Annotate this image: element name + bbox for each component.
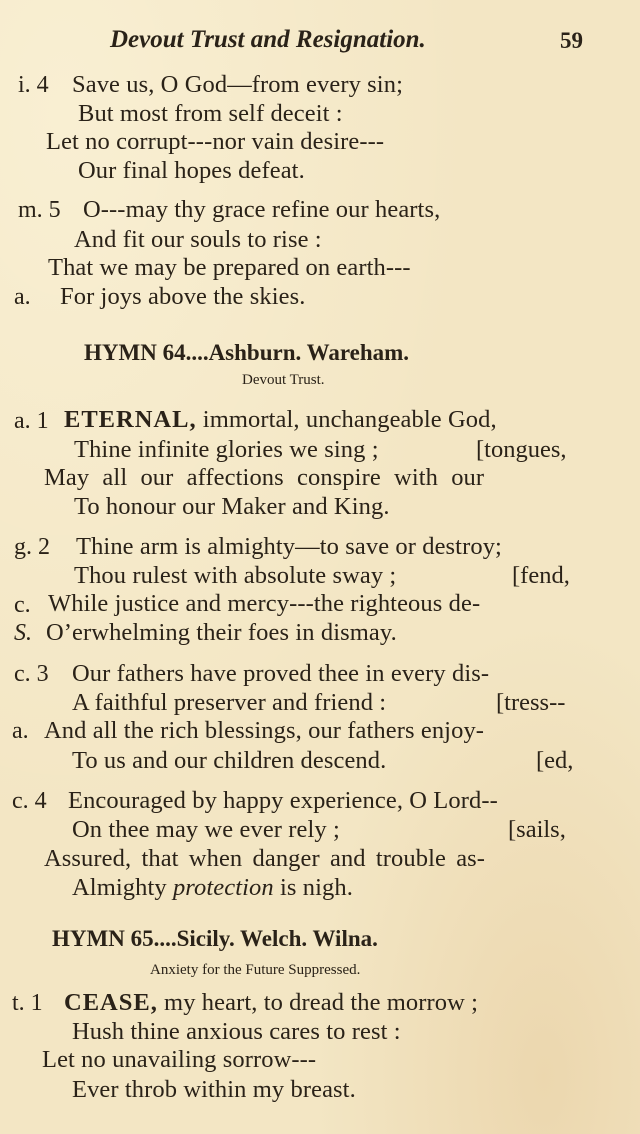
verse-line: Our final hopes defeat.: [78, 157, 305, 184]
hymn-subtitle: Devout Trust.: [242, 372, 325, 388]
verse-line: To honour our Maker and King.: [74, 493, 390, 520]
hymn-title: HYMN 65....Sicily. Welch. Wilna.: [52, 926, 378, 951]
verse-line: O---may thy grace refine our hearts,: [83, 196, 441, 223]
verse-line: On thee may we ever rely ;: [72, 816, 340, 843]
turnover: [fend,: [512, 562, 570, 589]
hymn-title: HYMN 64....Ashburn. Wareham.: [84, 340, 410, 365]
running-header-title: Devout Trust and Resignation.: [110, 26, 426, 53]
verse-line: Thine arm is almighty—to save or destroy;: [76, 533, 502, 560]
turnover: [tongues,: [476, 436, 567, 463]
verse-line: immortal, unchangeable God,: [196, 406, 497, 433]
verse-line: May all our affections conspire with our: [44, 464, 485, 491]
verse-mark: c.: [14, 592, 31, 618]
verse-mark: t. 1: [12, 990, 43, 1016]
verse-line: Thine infinite glories we sing ;: [74, 436, 379, 463]
verse-mark: g. 2: [14, 534, 50, 560]
initial-word: CEASE,: [64, 989, 158, 1016]
verse-line: Ever throb within my breast.: [72, 1076, 356, 1103]
verse-line: Let no corrupt---nor vain desire---: [46, 128, 385, 155]
verse-line: Let no unavailing sorrow---: [42, 1046, 317, 1073]
verse-line: And fit our souls to rise :: [74, 226, 322, 253]
page-number: 59: [560, 28, 583, 53]
verse-mark: m. 5: [18, 197, 61, 223]
italic-word: protection: [172, 874, 274, 901]
verse-line: Almighty: [72, 874, 173, 901]
verse-line: That we may be prepared on earth---: [48, 254, 411, 281]
verse-line: is nigh.: [273, 874, 353, 901]
verse-line: To us and our children descend.: [72, 747, 387, 774]
verse-line: Hush thine anxious cares to rest :: [72, 1018, 401, 1045]
verse-line: Assured, that when danger and trouble as-: [44, 845, 486, 872]
verse-line: my heart, to dread the morrow ;: [157, 989, 479, 1016]
turnover: [ed,: [536, 747, 574, 774]
hymn-subtitle: Anxiety for the Future Suppressed.: [150, 962, 361, 978]
verse-line: While justice and mercy---the righteous de-: [48, 590, 481, 617]
turnover: [sails,: [508, 816, 566, 843]
verse-mark: a.: [12, 718, 29, 744]
verse-line: Save us, O God—from every sin;: [72, 71, 403, 98]
verse-mark: a.: [14, 284, 31, 310]
verse-line: A faithful preserver and friend :: [72, 689, 387, 716]
verse-line: Our fathers have proved thee in every dis-: [72, 660, 490, 687]
turnover: [tress--: [496, 689, 566, 716]
verse-mark: a. 1: [14, 408, 49, 434]
verse-line: For joys above the skies.: [60, 283, 306, 310]
verse-mark: c. 4: [12, 788, 47, 814]
verse-line: O’erwhelming their foes in dismay.: [46, 619, 397, 646]
verse-mark: S.: [14, 620, 32, 646]
verse-line: And all the rich blessings, our fathers enjoy-: [44, 717, 485, 744]
verse-mark: i. 4: [18, 72, 49, 98]
verse-line: Encouraged by happy experience, O Lord--: [68, 787, 498, 814]
verse-line: Thou rulest with absolute sway ;: [74, 562, 397, 589]
initial-word: ETERNAL,: [64, 406, 197, 433]
verse-line: But most from self deceit :: [78, 100, 343, 127]
verse-mark: c. 3: [14, 661, 49, 687]
